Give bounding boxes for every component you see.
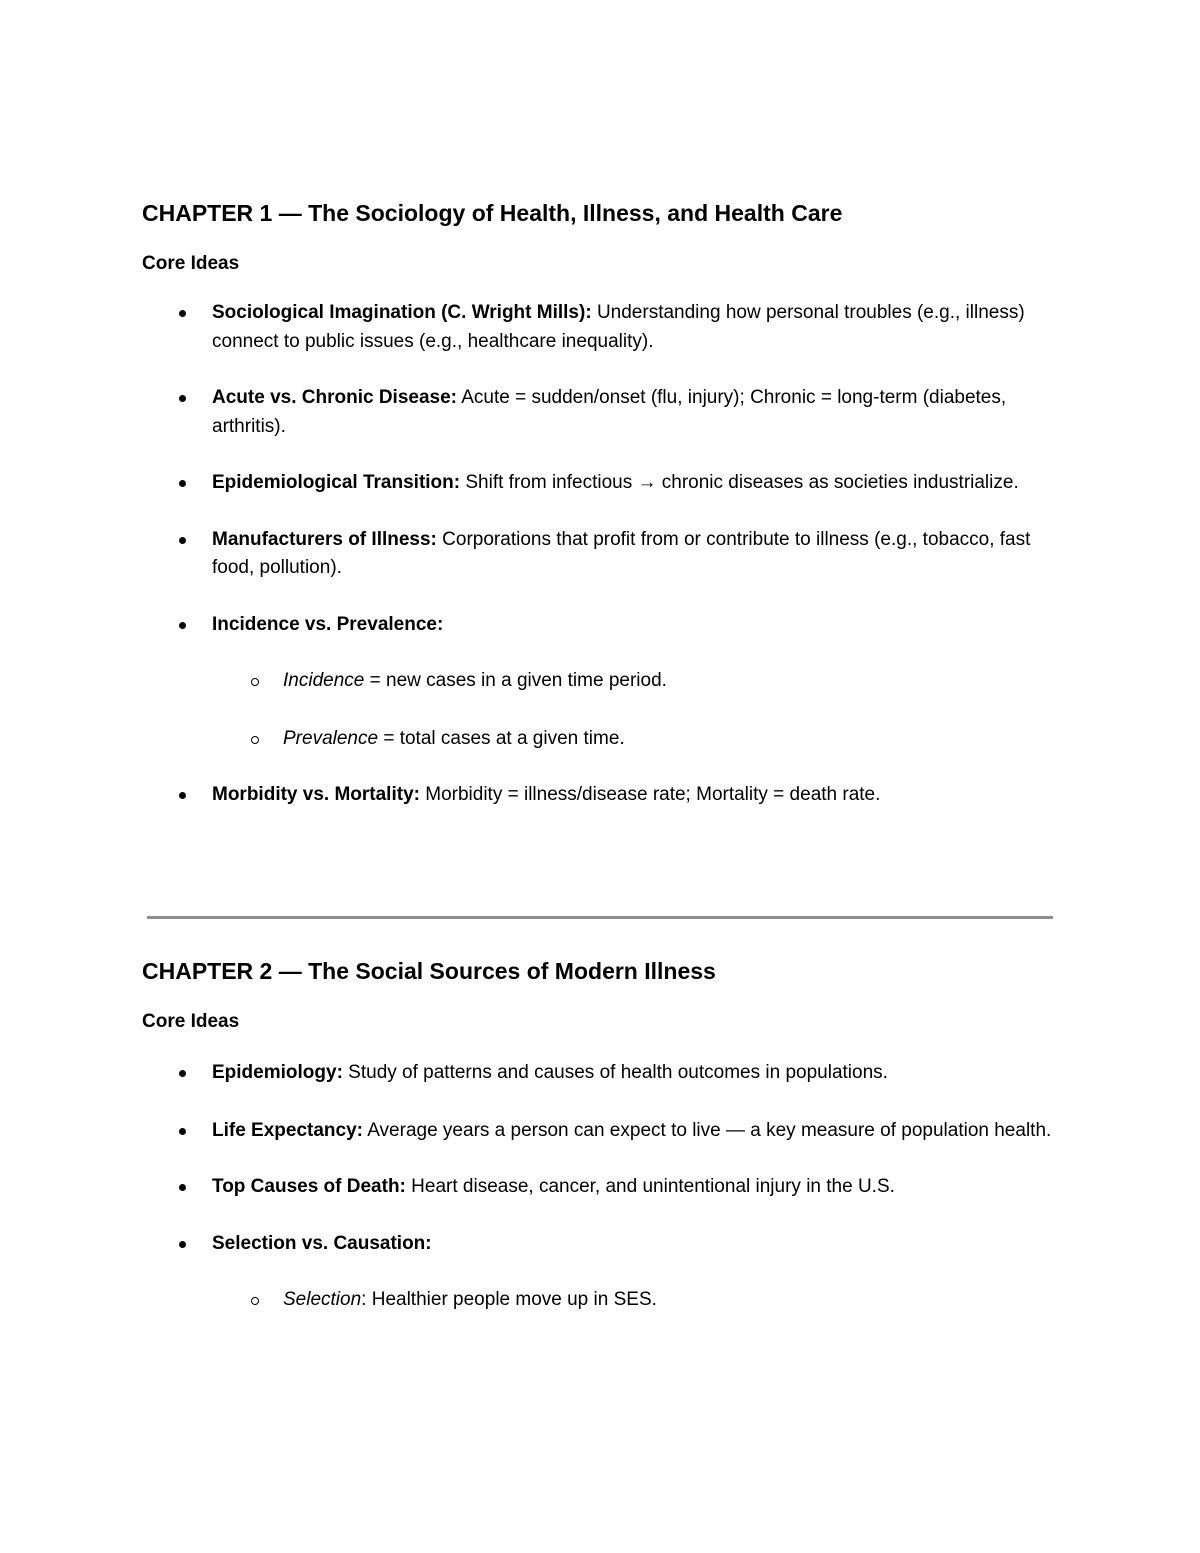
item-text: Corporations that profit from or contribute to illness (e.g., tobacco, fast food, pollution). bbox=[212, 528, 1031, 578]
hollow-bullet-icon bbox=[251, 678, 259, 686]
list-item bbox=[142, 384, 1054, 441]
sub-list-item bbox=[142, 1286, 1054, 1315]
list-item bbox=[142, 526, 1054, 583]
item-text: Understanding how personal troubles (e.g., illness) connect to public issues (e.g., healthcare inequality). bbox=[212, 302, 1025, 352]
list-item bbox=[142, 1059, 1054, 1088]
chapter-1-core-ideas-list bbox=[142, 299, 1054, 810]
sub-item-term: Incidence bbox=[283, 670, 365, 691]
sub-item-term: Prevalence bbox=[283, 727, 379, 749]
sub-item-text: = total cases at a given time. bbox=[378, 727, 625, 749]
bullet-icon bbox=[179, 622, 186, 629]
item-term: Incidence vs. Prevalence: bbox=[212, 613, 444, 635]
sub-item-term: Selection bbox=[283, 1289, 362, 1310]
chapter-2-section bbox=[142, 954, 1054, 1315]
chapter-2-title: CHAPTER 2 — The Social Sources of Modern Illness bbox=[142, 958, 716, 984]
item-term: Morbidity vs. Mortality: bbox=[212, 784, 420, 805]
hollow-bullet-icon bbox=[251, 736, 259, 744]
chapter-1-title: CHAPTER 1 — The Sociology of Health, Illness, and Health Care bbox=[142, 200, 843, 226]
chapter-1-section bbox=[142, 196, 1054, 810]
sub-list-item bbox=[142, 725, 1054, 754]
list-item bbox=[142, 469, 1054, 498]
item-term: Epidemiology: bbox=[212, 1062, 343, 1083]
horizontal-rule bbox=[147, 916, 1053, 919]
chapter-2-core-ideas-heading: Core Ideas bbox=[142, 1011, 240, 1032]
item-text: Morbidity = illness/disease rate; Mortality = death rate. bbox=[419, 784, 881, 805]
bullet-icon bbox=[179, 537, 186, 544]
item-text: Study of patterns and causes of health outcomes in populations. bbox=[342, 1062, 888, 1083]
bullet-icon bbox=[179, 310, 186, 317]
list-item bbox=[142, 1173, 1054, 1202]
hollow-bullet-icon bbox=[251, 1297, 259, 1305]
item-text: Shift from infectious → chronic diseases as societies industrialize. bbox=[460, 472, 1019, 493]
bullet-icon bbox=[179, 1184, 186, 1191]
item-text: Heart disease, cancer, and unintentional injury in the U.S. bbox=[405, 1176, 895, 1197]
sub-item-text: = new cases in a given time period. bbox=[364, 670, 667, 691]
item-term: Selection vs. Causation: bbox=[212, 1232, 432, 1254]
item-term: Life Expectancy: bbox=[212, 1119, 363, 1141]
item-text: Acute = sudden/onset (flu, injury); Chronic = long-term (diabetes, arthritis). bbox=[212, 387, 1007, 437]
bullet-icon bbox=[179, 395, 186, 402]
bullet-icon bbox=[179, 1128, 186, 1135]
chapter-1-core-ideas-heading: Core Ideas bbox=[142, 253, 240, 274]
item-term: Top Causes of Death: bbox=[212, 1176, 406, 1197]
bullet-icon bbox=[179, 480, 186, 487]
sub-list bbox=[212, 667, 1054, 753]
item-term: Acute vs. Chronic Disease: bbox=[212, 387, 457, 408]
sub-list-item bbox=[142, 667, 1054, 696]
item-term: Manufacturers of Illness: bbox=[212, 528, 437, 550]
item-term: Epidemiological Transition: bbox=[212, 472, 461, 493]
sub-list bbox=[212, 1286, 1054, 1315]
bullet-icon bbox=[179, 792, 186, 799]
item-term: Sociological Imagination (C. Wright Mills): bbox=[212, 302, 592, 323]
list-item bbox=[142, 299, 1054, 356]
list-item bbox=[142, 611, 1054, 754]
list-item bbox=[142, 1117, 1054, 1146]
item-text: Average years a person can expect to live — a key measure of population health. bbox=[363, 1119, 1052, 1141]
list-item bbox=[142, 1230, 1054, 1315]
sub-item-text: : Healthier people move up in SES. bbox=[361, 1289, 657, 1310]
bullet-icon bbox=[179, 1070, 186, 1077]
list-item bbox=[142, 781, 1054, 810]
chapter-2-core-ideas-list bbox=[142, 1059, 1054, 1315]
bullet-icon bbox=[179, 1241, 186, 1248]
